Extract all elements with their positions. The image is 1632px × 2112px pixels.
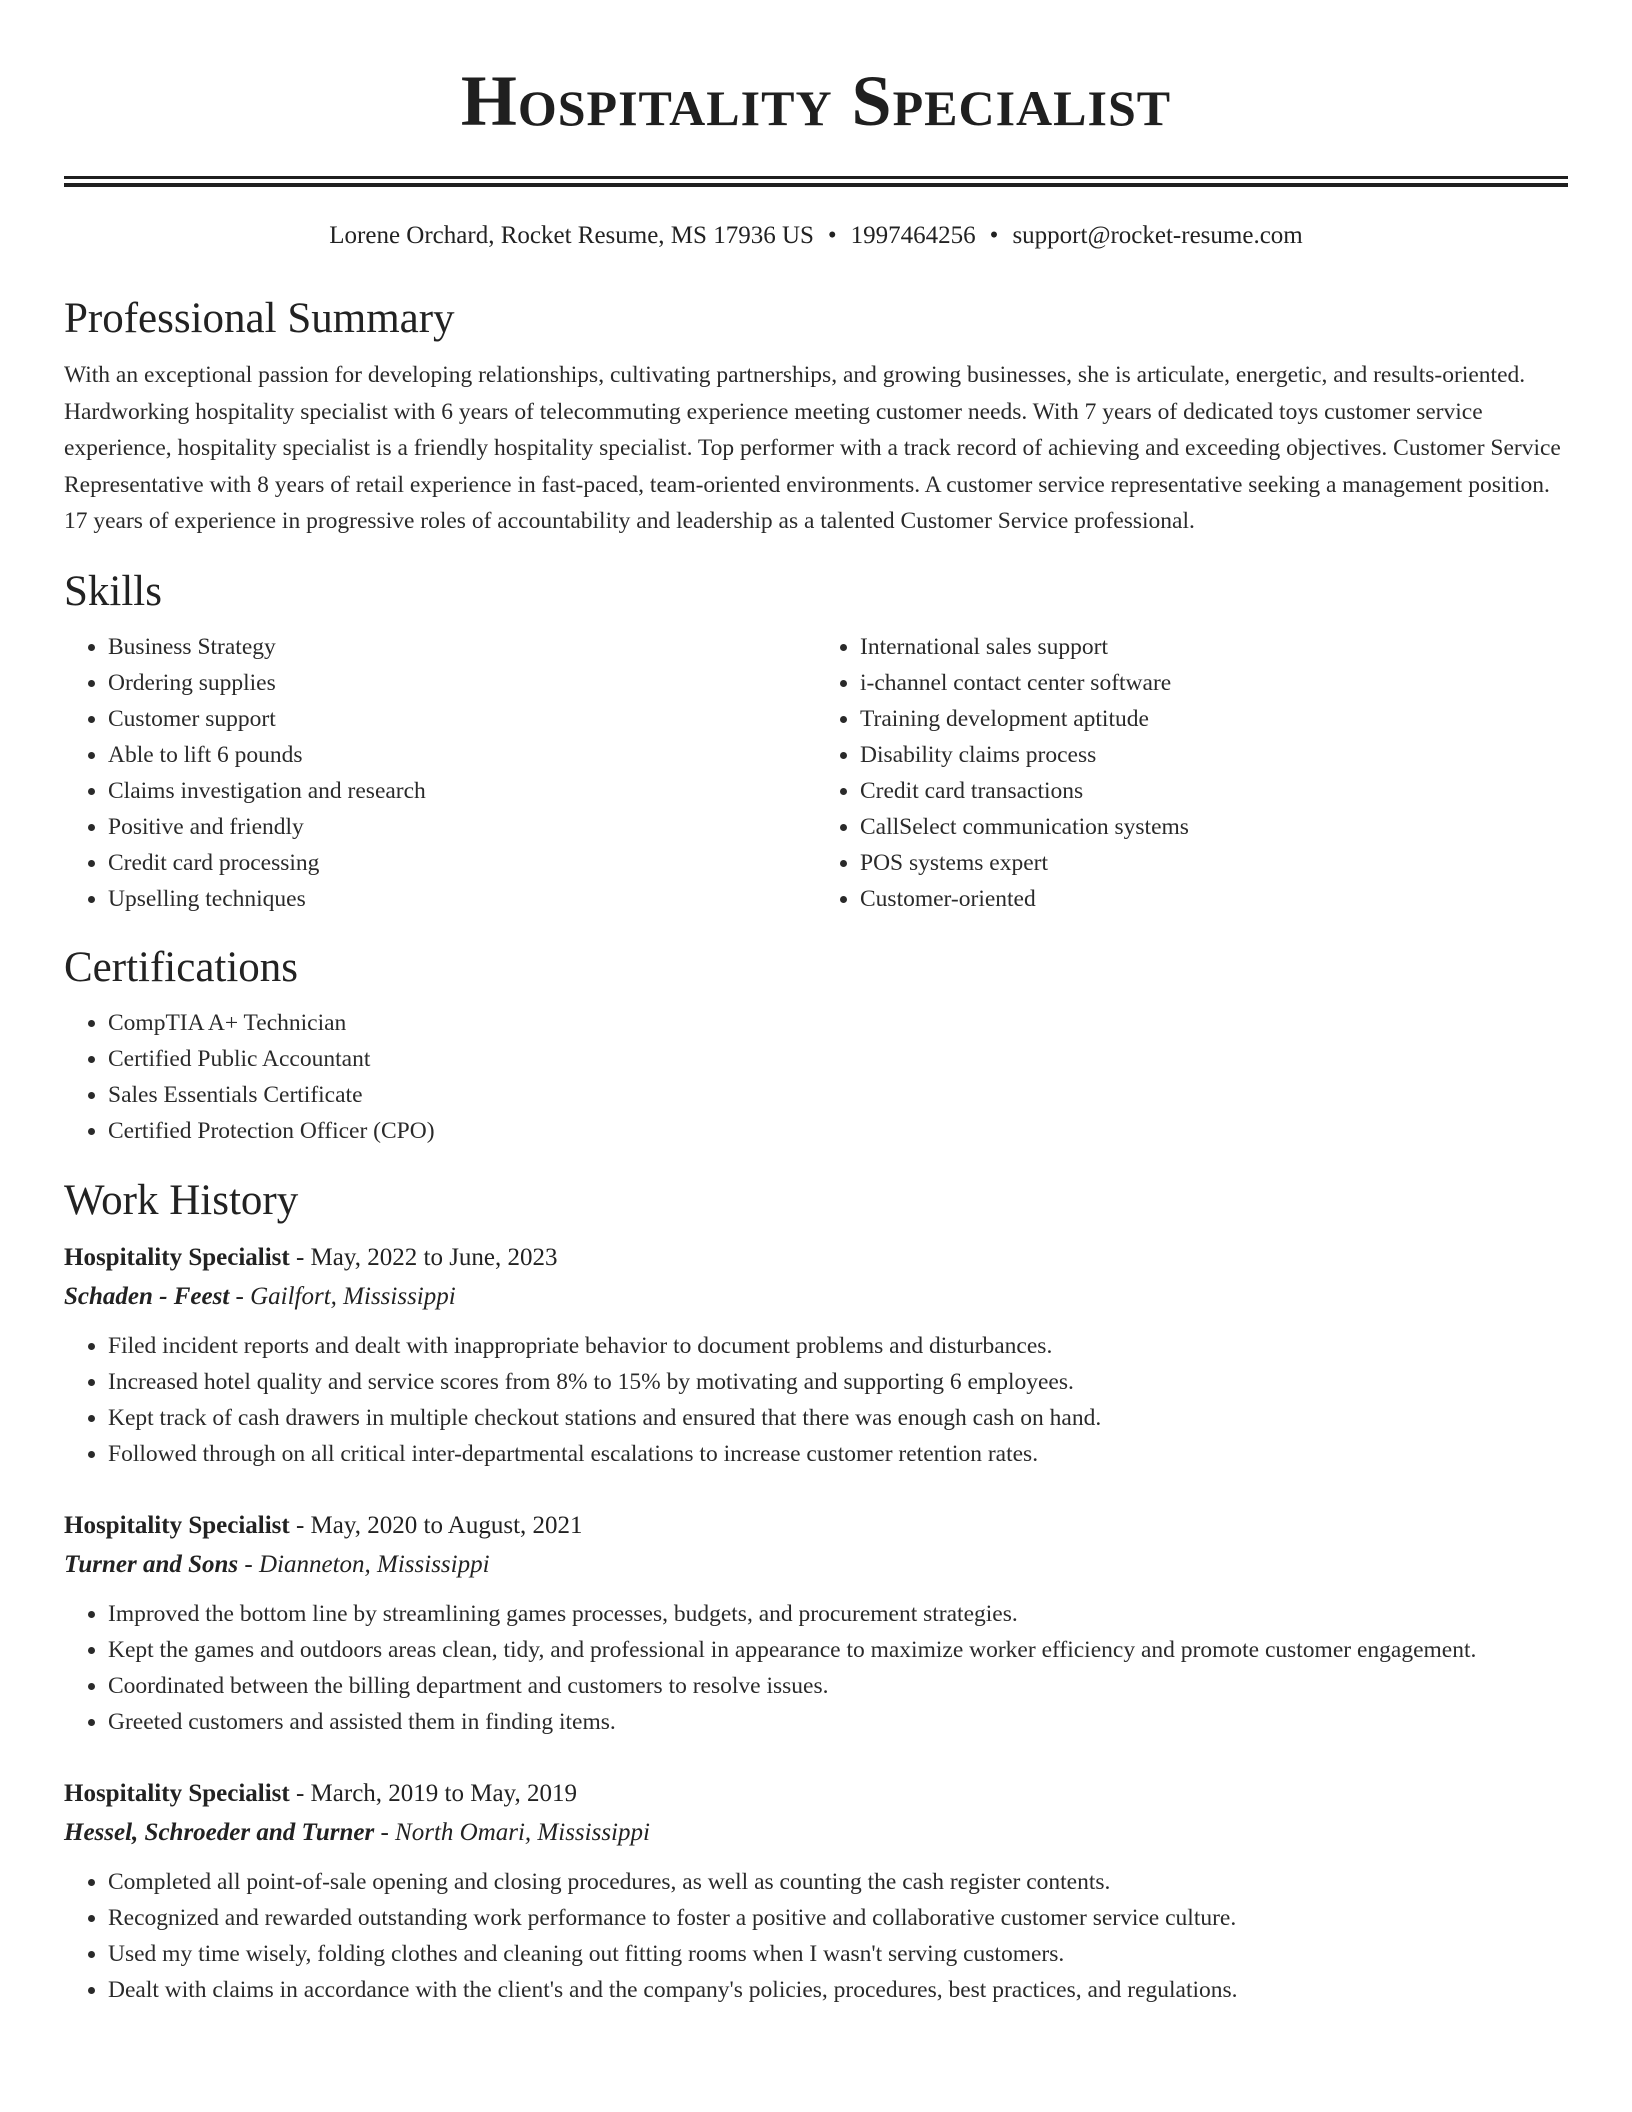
job-bullet: • Improved the bottom line by streamlining games processes, budgets, and procurement strategies. [108, 1596, 1568, 1632]
job-title-line [64, 1506, 1568, 1545]
skill-item: • International sales support [860, 629, 1568, 665]
skill-item: • Upselling techniques [108, 881, 816, 917]
skill-item: • Positive and friendly [108, 809, 816, 845]
job-entry [64, 1774, 1568, 2008]
contact-phone: 1997464256 [850, 222, 976, 249]
job-entry [64, 1506, 1568, 1740]
job-bullet: • Greeted customers and assisted them in finding items. [108, 1704, 1568, 1740]
job-dates: - May, 2022 to June, 2023 [289, 1243, 558, 1271]
contact-address: Lorene Orchard, Rocket Resume, MS 17936 US [329, 222, 814, 249]
job-company: Schaden - Feest [64, 1282, 230, 1310]
skill-item: • Training development aptitude [860, 701, 1568, 737]
job-company-line [64, 1813, 1568, 1852]
summary-heading: Professional Summary [64, 295, 455, 342]
job-title-line [64, 1238, 1568, 1277]
job-title: Hospitality Specialist [64, 1511, 290, 1539]
skill-item: • Credit card transactions [860, 773, 1568, 809]
contact-separator: • [827, 222, 837, 249]
job-company-line [64, 1545, 1568, 1584]
skill-item: • Customer-oriented [860, 881, 1568, 917]
job-company: Hessel, Schroeder and Turner [64, 1818, 375, 1846]
job-location: - Dianneton, Mississippi [238, 1550, 490, 1578]
skill-item: • Credit card processing [108, 845, 816, 881]
job-title: Hospitality Specialist [64, 1243, 290, 1271]
job-bullet: • Coordinated between the billing department and customers to resolve issues. [108, 1668, 1568, 1704]
job-bullet: • Used my time wisely, folding clothes and cleaning out fitting rooms when I wasn't serving customers. [108, 1936, 1568, 1972]
job-title: Hospitality Specialist [64, 1779, 290, 1807]
job-bullet: • Completed all point-of-sale opening and closing procedures, as well as counting the cash register contents. [108, 1864, 1568, 1900]
skill-item: • Customer support [108, 701, 816, 737]
skill-item: • Business Strategy [108, 629, 816, 665]
title-divider [64, 176, 1568, 187]
contact-email: support@rocket-resume.com [1012, 222, 1303, 249]
job-bullet: • Increased hotel quality and service scores from 8% to 15% by motivating and supporting 6 employees. [108, 1364, 1568, 1400]
job-bullet: • Kept track of cash drawers in multiple checkout stations and ensured that there was enough cash on hand. [108, 1400, 1568, 1436]
job-bullet: • Dealt with claims in accordance with the client's and the company's policies, procedures, best practices, and regulations. [108, 1972, 1568, 2008]
skills-list-right [816, 629, 1568, 917]
certification-item: • Certified Public Accountant [108, 1041, 1568, 1077]
skill-item: • Able to lift 6 pounds [108, 737, 816, 773]
job-dates: - May, 2020 to August, 2021 [289, 1511, 583, 1539]
certification-item: • CompTIA A+ Technician [108, 1005, 1568, 1041]
summary-text: With an exceptional passion for developing relationships, cultivating partnerships, and growing businesses, she is articulate, energetic, and results-oriented. Hardworking hospitality specialist with 6 years of telecommuting experience meeting customer needs. With 7 years of dedicated toys customer service experience, hospitality specialist is a friendly hospitality specialist. Top performer with a track record of achieving and exceeding objectives. Customer Service Representative with 8 years of retail experience in fast-paced, team-oriented environments. A customer service representative seeking a management position. 17 years of experience in progressive roles of accountability and leadership as a talented Customer Service professional. [64, 362, 1561, 534]
certification-item: • Certified Protection Officer (CPO) [108, 1113, 1568, 1149]
job-company-line [64, 1277, 1568, 1316]
job-bullets [64, 1328, 1568, 1472]
page-title: Hospitality Specialist [460, 61, 1172, 141]
skill-item: • Disability claims process [860, 737, 1568, 773]
job-title-line [64, 1774, 1568, 1813]
job-bullets [64, 1596, 1568, 1740]
job-dates: - March, 2019 to May, 2019 [289, 1779, 577, 1807]
job-bullet: • Followed through on all critical inter-departmental escalations to increase customer retention rates. [108, 1436, 1568, 1472]
skills-list-left [64, 629, 816, 917]
job-bullet: • Recognized and rewarded outstanding work performance to foster a positive and collaborative customer service culture. [108, 1900, 1568, 1936]
skill-item: • POS systems expert [860, 845, 1568, 881]
job-entry [64, 1238, 1568, 1472]
certification-item: • Sales Essentials Certificate [108, 1077, 1568, 1113]
certifications-list [64, 1005, 1568, 1149]
skill-item: • Claims investigation and research [108, 773, 816, 809]
job-location: - Gailfort, Mississippi [229, 1282, 456, 1310]
job-bullet: • Filed incident reports and dealt with inappropriate behavior to document problems and disturbances. [108, 1328, 1568, 1364]
skill-item: • CallSelect communication systems [860, 809, 1568, 845]
skills-columns [64, 629, 1568, 917]
contact-line [64, 220, 1568, 252]
contact-separator: • [989, 222, 999, 249]
job-location: - North Omari, Mississippi [374, 1818, 650, 1846]
certifications-heading: Certifications [64, 943, 299, 991]
work-history-heading: Work History [64, 1176, 299, 1224]
job-bullets [64, 1864, 1568, 2008]
skill-item: • Ordering supplies [108, 665, 816, 701]
job-company: Turner and Sons [64, 1550, 239, 1578]
skills-heading: Skills [64, 567, 162, 615]
skill-item: • i-channel contact center software [860, 665, 1568, 701]
job-bullet: • Kept the games and outdoors areas clean, tidy, and professional in appearance to maximize worker efficiency and promote customer engagement. [108, 1632, 1568, 1668]
